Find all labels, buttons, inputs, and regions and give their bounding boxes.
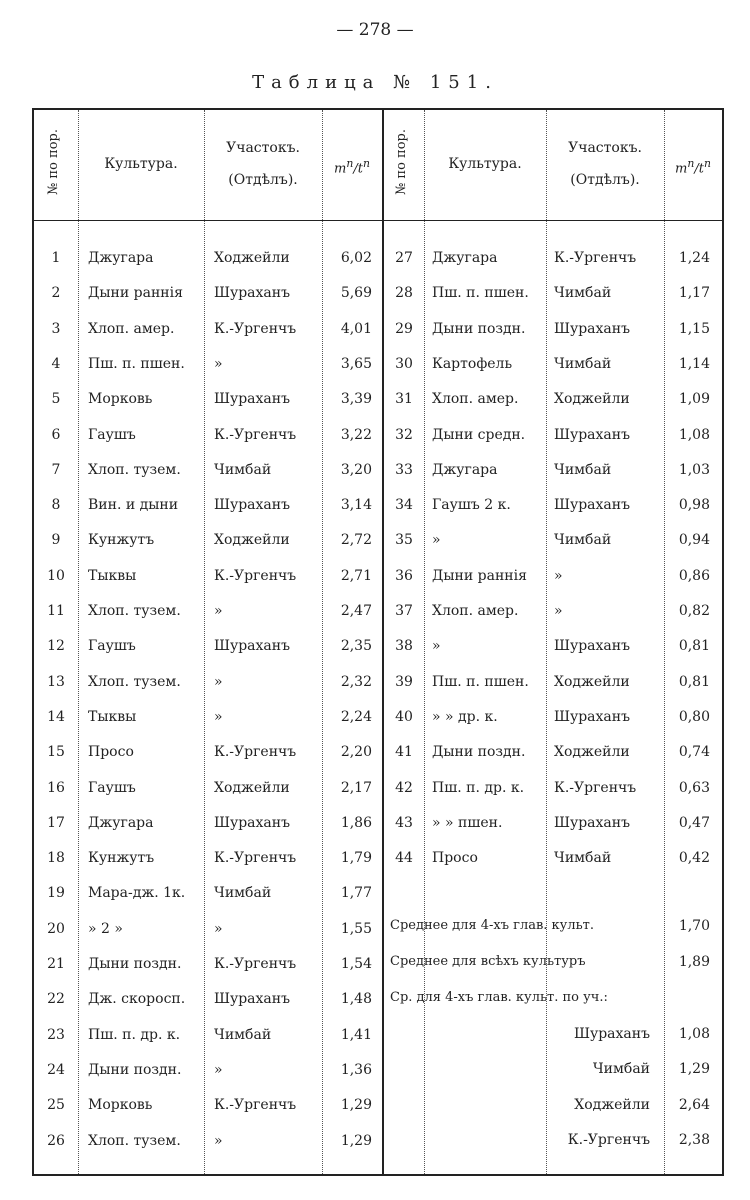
right-row-culture: Гаушъ 2 к. [432,497,511,514]
right-row-value: 0,94 [678,532,710,549]
right-row-number: 27 [395,250,413,266]
left-row-value: 3,22 [340,426,372,443]
left-row-number: 6 [51,426,61,443]
left-row-number: 12 [47,638,65,655]
right-row-culture: Хлоп. амер. [432,603,519,619]
header-no-left: № по пор. [46,129,61,196]
header-culture-left: Культура. [104,156,178,172]
header-plot-right-1: Участокъ. [568,140,642,156]
left-row-number: 20 [47,920,65,937]
by-plot-value: 2,38 [678,1131,710,1148]
right-row-value: 1,24 [678,250,710,266]
right-row-plot: Шураханъ [554,497,631,514]
left-row-plot: К.-Ургенчъ [214,744,297,761]
right-row-culture: Пш. п. пшен. [432,673,529,690]
right-row-number: 28 [395,285,413,302]
left-row-culture: Кунжутъ [88,532,155,549]
left-row-plot: Шураханъ [214,814,291,831]
right-row-plot: Чимбай [554,461,612,478]
left-row-culture: Просо [88,744,134,761]
right-row-culture: » [432,532,441,549]
left-row-plot: К.-Ургенчъ [214,956,297,972]
right-row-plot: Шураханъ [554,814,631,831]
left-row-culture: Дыни поздн. [88,956,182,972]
left-row-plot: » [214,920,223,937]
right-row-culture: » [432,638,441,655]
left-row-value: 2,20 [340,744,372,761]
right-row-plot: Ходжейли [554,673,630,690]
right-row-plot: » [554,567,563,584]
left-row-plot: » [214,603,223,619]
right-row-value: 0,81 [678,673,710,690]
right-row-culture: Дыни поздн. [432,320,526,337]
right-row-value: 1,14 [678,355,710,372]
left-row-value: 1,55 [340,920,372,937]
left-row-culture: » 2 » [88,920,123,937]
by-plot-value: 1,29 [678,1061,710,1078]
right-row-number: 34 [395,497,413,514]
left-row-culture: Дыни поздн. [88,1061,182,1078]
left-row-number: 25 [47,1097,65,1114]
header-metric-left: $m^n/t^n$ [334,157,370,177]
right-row-value: 0,98 [678,497,710,514]
by-plot-value: 2,64 [678,1096,710,1113]
metric-m: m [675,161,688,177]
right-row-culture: Дыни раннія [432,567,527,584]
left-row-culture: Дыни раннія [88,285,183,302]
right-row-plot: Чимбай [554,532,612,549]
right-row-number: 44 [395,850,413,867]
left-row-number: 1 [51,250,61,266]
right-row-number: 40 [395,708,413,725]
left-row-culture: Морковь [88,391,153,408]
right-row-plot: Шураханъ [554,320,631,337]
left-row-plot: Ходжейли [214,250,290,266]
left-row-culture: Гаушъ [88,779,136,796]
left-row-value: 1,48 [340,991,372,1008]
right-row-culture: Дыни средн. [432,426,526,443]
page-number: — 278 — [336,20,414,40]
by-plot-name: Чимбай [592,1061,650,1078]
left-row-plot: Шураханъ [214,285,291,302]
left-row-culture: Гаушъ [88,426,136,443]
left-row-value: 2,72 [340,532,372,549]
avg-all-value: 1,89 [678,954,710,970]
header-no-right: № по пор. [394,129,409,196]
col-divider [78,110,79,1174]
col-divider [322,110,323,1174]
left-row-culture: Тыквы [88,567,137,584]
right-row-culture: Дыни поздн. [432,744,526,761]
left-row-value: 3,39 [340,391,372,408]
left-row-number: 21 [47,956,65,972]
left-row-number: 4 [51,355,61,372]
left-row-plot: Ходжейли [214,532,290,549]
left-row-value: 2,47 [340,603,372,619]
left-row-plot: Шураханъ [214,391,291,408]
right-row-plot: Чимбай [554,285,612,302]
right-row-value: 0,82 [678,603,710,619]
header-plot-left-1: Участокъ. [226,140,300,156]
right-row-value: 0,47 [678,814,710,831]
right-row-value: 0,42 [678,850,710,867]
left-row-culture: Пш. п. др. к. [88,1026,181,1043]
left-row-culture: Хлоп. амер. [88,320,175,337]
right-row-number: 33 [395,461,413,478]
right-row-value: 0,74 [678,744,710,761]
left-row-value: 2,35 [340,638,372,655]
by-plot-name: Ходжейли [574,1096,650,1113]
data-table [32,108,724,1176]
right-row-number: 42 [395,779,413,796]
left-row-culture: Хлоп. тузем. [88,673,181,690]
left-row-number: 18 [47,850,65,867]
left-row-plot: Шураханъ [214,991,291,1008]
left-row-number: 23 [47,1026,65,1043]
by-plot-name: К.-Ургенчъ [567,1131,650,1148]
left-row-number: 15 [47,744,65,761]
header-plot-left-2: (Отдѣлъ). [228,172,298,188]
right-row-plot: К.-Ургенчъ [554,250,637,266]
right-row-number: 35 [395,532,413,549]
right-row-culture: » » др. к. [432,708,498,725]
left-row-culture: Гаушъ [88,638,136,655]
right-row-culture: Хлоп. амер. [432,391,519,408]
right-row-plot: Шураханъ [554,708,631,725]
left-row-value: 1,54 [340,956,372,972]
left-row-culture: Вин. и дыни [88,497,179,514]
right-row-value: 1,08 [678,426,710,443]
left-row-value: 6,02 [340,250,372,266]
right-row-value: 0,81 [678,638,710,655]
left-row-plot: Шураханъ [214,497,291,514]
right-row-value: 0,86 [678,567,710,584]
right-row-culture: Джугара [432,250,498,266]
left-row-plot: » [214,1132,223,1149]
right-row-plot: Ходжейли [554,391,630,408]
left-row-number: 19 [47,885,65,902]
left-row-value: 5,69 [340,285,372,302]
right-row-culture: Картофель [432,355,513,372]
left-row-number: 22 [47,991,65,1008]
left-row-value: 2,32 [340,673,372,690]
right-row-number: 30 [395,355,413,372]
right-row-number: 38 [395,638,413,655]
left-row-culture: Дж. скоросп. [88,991,186,1008]
right-row-plot: Шураханъ [554,426,631,443]
left-row-value: 2,24 [340,708,372,725]
left-row-value: 4,01 [340,320,372,337]
left-row-plot: К.-Ургенчъ [214,426,297,443]
left-row-value: 3,20 [340,461,372,478]
right-row-number: 39 [395,673,413,690]
right-row-plot: К.-Ургенчъ [554,779,637,796]
left-row-plot: К.-Ургенчъ [214,567,297,584]
left-row-plot: » [214,1061,223,1078]
left-row-number: 14 [47,708,65,725]
left-row-number: 11 [47,603,65,619]
left-row-plot: » [214,355,223,372]
right-row-value: 1,17 [678,285,710,302]
left-row-number: 13 [47,673,65,690]
right-row-value: 1,09 [678,391,710,408]
right-row-plot: Ходжейли [554,744,630,761]
by-plot-value: 1,08 [678,1026,710,1042]
left-row-number: 17 [47,814,65,831]
left-row-value: 1,29 [340,1132,372,1149]
right-row-culture: Джугара [432,461,498,478]
left-row-plot: К.-Ургенчъ [214,850,297,867]
left-row-value: 1,41 [340,1026,372,1043]
right-row-number: 36 [395,567,413,584]
right-row-culture: Пш. п. пшен. [432,285,529,302]
left-row-culture: Пш. п. пшен. [88,355,185,372]
left-row-value: 1,79 [340,850,372,867]
left-row-number: 16 [47,779,65,796]
right-row-number: 31 [395,391,413,408]
left-row-value: 1,86 [340,814,372,831]
right-row-culture: » » пшен. [432,814,503,831]
left-row-plot: Чимбай [214,885,272,902]
left-row-culture: Джугара [88,250,154,266]
header-culture-right: Культура. [448,156,522,172]
left-row-plot: » [214,708,223,725]
header-metric-right: $m^n/t^n$ [675,157,711,177]
right-row-number: 32 [395,426,413,443]
left-row-number: 26 [47,1132,65,1149]
col-divider [204,110,205,1174]
right-row-culture: Просо [432,850,478,867]
left-row-culture: Хлоп. тузем. [88,603,181,619]
left-row-value: 1,77 [340,885,372,902]
left-row-culture: Джугара [88,814,154,831]
left-row-plot: Ходжейли [214,779,290,796]
left-row-plot: » [214,673,223,690]
left-row-plot: Чимбай [214,461,272,478]
left-row-number: 24 [47,1061,65,1078]
left-row-value: 2,71 [340,567,372,584]
left-row-value: 3,65 [340,355,372,372]
right-row-number: 29 [395,320,413,337]
left-row-number: 3 [51,320,61,337]
right-row-plot: Чимбай [554,355,612,372]
right-row-value: 1,15 [678,320,710,337]
right-row-value: 0,63 [678,779,710,796]
right-row-number: 41 [395,744,413,761]
right-row-plot: Чимбай [554,850,612,867]
col-divider [424,110,425,1174]
metric-m: m [334,161,347,177]
left-row-number: 10 [47,567,65,584]
right-row-value: 1,03 [678,461,710,478]
avg-4-main-label: Среднее для 4-хъ глав. культ. [390,918,594,933]
by-plot-name: Шураханъ [573,1026,650,1042]
left-row-culture: Мара-дж. 1к. [88,885,186,902]
left-row-number: 5 [51,391,61,408]
header-plot-right-2: (Отдѣлъ). [570,172,640,188]
right-row-number: 37 [395,603,413,619]
left-row-number: 8 [51,497,61,514]
left-row-number: 7 [51,461,61,478]
by-plot-label: Ср. для 4-хъ глав. культ. по уч.: [390,990,608,1005]
left-row-value: 3,14 [340,497,372,514]
left-row-culture: Морковь [88,1097,153,1114]
table-title: Таблица № 151. [252,72,498,93]
left-row-culture: Кунжутъ [88,850,155,867]
left-row-value: 1,36 [340,1061,372,1078]
right-row-value: 0,80 [678,708,710,725]
right-row-plot: » [554,603,563,619]
right-row-culture: Пш. п. др. к. [432,779,525,796]
right-row-number: 43 [395,814,413,831]
left-row-plot: Чимбай [214,1026,272,1043]
left-row-culture: Тыквы [88,708,137,725]
left-row-value: 2,17 [340,779,372,796]
left-row-culture: Хлоп. тузем. [88,461,181,478]
col-divider [546,110,547,1174]
avg-4-main-value: 1,70 [678,918,710,934]
left-row-culture: Хлоп. тузем. [88,1132,181,1149]
left-row-value: 1,29 [340,1097,372,1114]
left-row-plot: К.-Ургенчъ [214,320,297,337]
avg-all-label: Среднее для всѣхъ культуръ [390,954,586,969]
left-row-number: 2 [51,285,61,302]
left-row-number: 9 [51,532,61,549]
left-row-plot: Шураханъ [214,638,291,655]
left-row-plot: К.-Ургенчъ [214,1097,297,1114]
right-row-plot: Шураханъ [554,638,631,655]
header-rule [34,220,722,221]
